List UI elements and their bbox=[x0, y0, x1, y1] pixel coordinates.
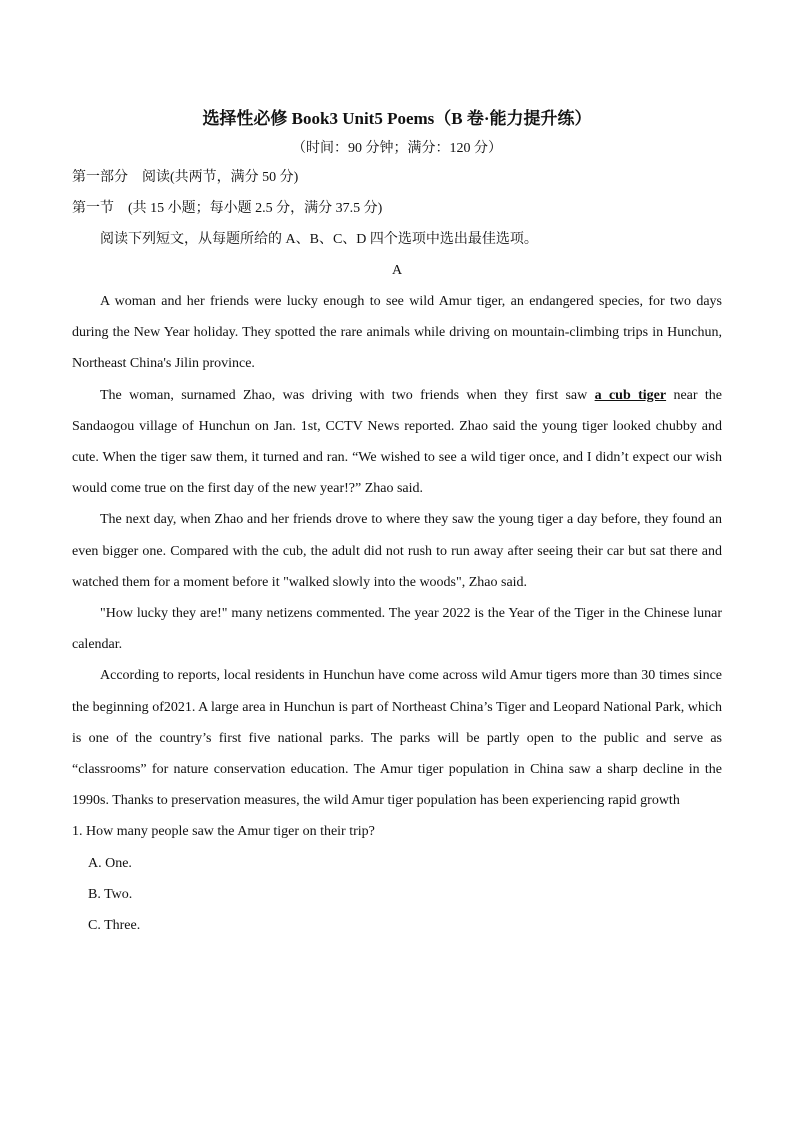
passage-paragraph-3: The next day, when Zhao and her friends drove to where they saw the young tiger a day before, they found an even bigger one. Compared with the cub, the adult did not rush to run away after seeing their car but sat there and watched them for a moment before it "walked slowly into the woods", Zhao said. bbox=[72, 512, 722, 590]
passage-label: A bbox=[391, 263, 403, 278]
passage-paragraph-2 bbox=[72, 380, 722, 505]
section-heading: 第一节 (共 15 小题；每小题 2.5 分，满分 37.5 分) bbox=[72, 201, 383, 216]
passage-paragraph-5: According to reports, local residents in Hunchun have come across wild Amur tigers more than 30 times since the beginning of2021. A large area in Hunchun is part of Northeast China’s Tiger and Leopard National Park, which is one of the country’s first five national parks. The parks will be partly open to the public and serve as “classrooms” for nature conservation education. The Amur tiger population in China saw a sharp decline in the 1990s. Thanks to preservation measures, the wild Amur tiger population has been experiencing rapid growth bbox=[72, 668, 722, 809]
paragraph-2-text-after: near the Sandaogou village of Hunchun on Jan. 1st, CCTV News reported. Zhao said the young tiger looked chubby and cute. When the tiger saw them, it turned and ran. “We wished to see a wild tiger once, and I didn’t expect our wish would come true on the first day of the new year!?” Zhao said. bbox=[72, 387, 723, 497]
document-subtitle: （时间：90 分钟；满分：120 分） bbox=[292, 141, 502, 156]
passage-paragraph-4: "How lucky they are!" many netizens commented. The year 2022 is the Year of the Tiger in the Chinese lunar calendar. bbox=[72, 606, 722, 653]
question-1-stem: 1. How many people saw the Amur tiger on their trip? bbox=[72, 824, 375, 840]
question-1-option-a[interactable]: A. One. bbox=[88, 855, 132, 871]
paragraph-2-text-before: The woman, surnamed Zhao, was driving with two friends when they first saw bbox=[100, 387, 595, 403]
document-page bbox=[72, 100, 722, 941]
question-1-option-b[interactable]: B. Two. bbox=[88, 886, 133, 902]
passage-paragraph-1: A woman and her friends were lucky enough to see wild Amur tiger, an endangered species, for two days during the New Year holiday. They spotted the rare animals while driving on mountain-climbing trips in Hunchun, Northeast China's Jilin province. bbox=[72, 294, 722, 372]
document-title: 选择性必修 Book3 Unit5 Poems（B 卷·能力提升练） bbox=[202, 109, 592, 128]
underlined-phrase: a cub tiger bbox=[594, 387, 667, 403]
question-1-option-c[interactable]: C. Three. bbox=[88, 918, 141, 934]
part-heading: 第一部分 阅读(共两节，满分 50 分) bbox=[72, 170, 299, 185]
instruction-text: 阅读下列短文，从每题所给的 A、B、C、D 四个选项中选出最佳选项。 bbox=[100, 232, 538, 247]
